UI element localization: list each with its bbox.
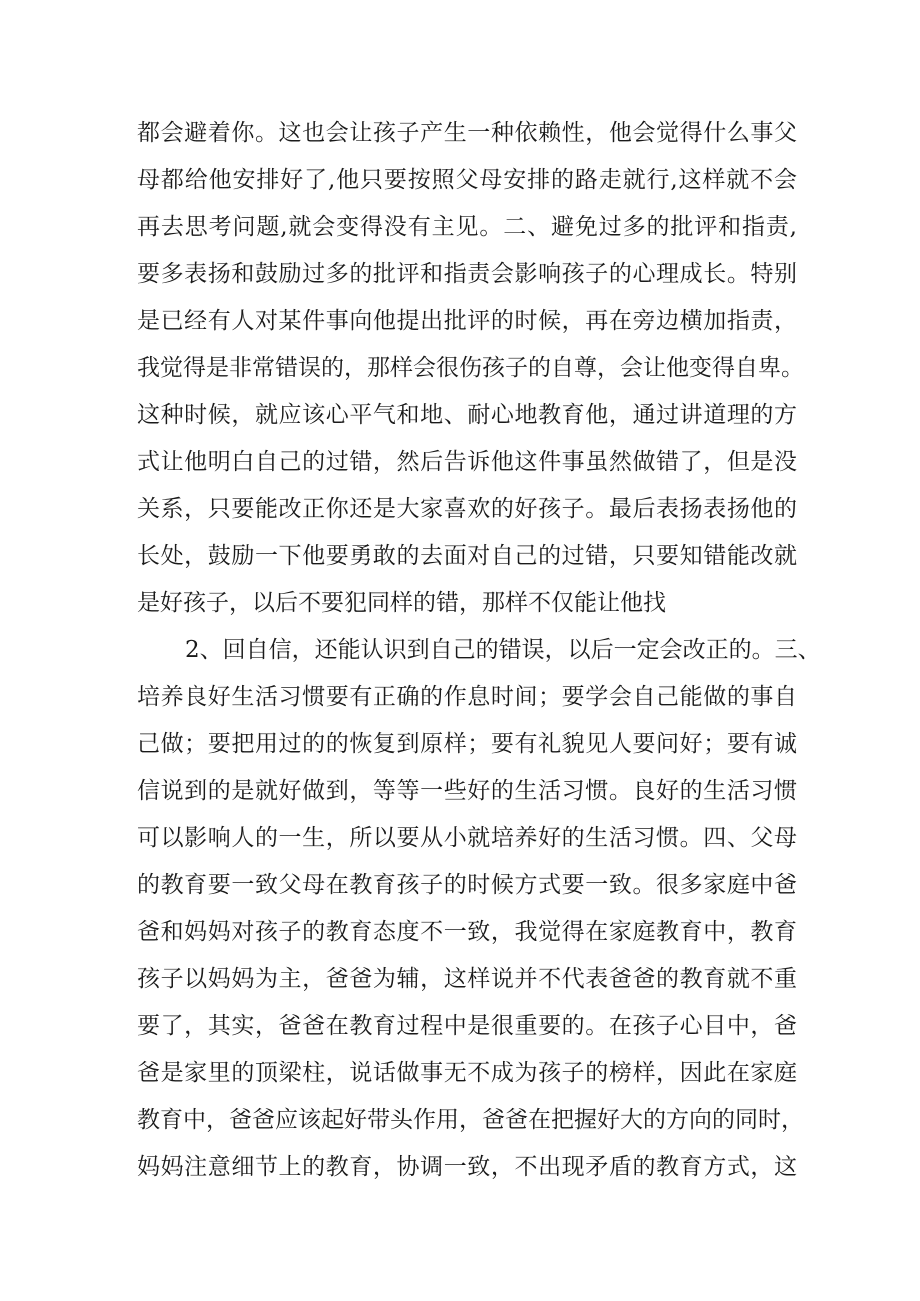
- text-line: 母都给他安排好了,他只要按照父母安排的路走就行,这样就不会: [137, 167, 797, 193]
- text-line: 爸和妈妈对孩子的教育态度不一致，我觉得在家庭教育中，教育: [137, 919, 797, 945]
- text-line: 2、回自信，还能认识到自己的错误，以后一定会改正的。三、: [185, 637, 821, 663]
- text-line: 爸是家里的顶梁柱，说话做事无不成为孩子的榜样，因此在家庭: [137, 1060, 797, 1086]
- text-line: 己做；要把用过的的恢复到原样；要有礼貌见人要问好；要有诚: [137, 731, 797, 757]
- text-line: 教育中，爸爸应该起好带头作用，爸爸在把握好大的方向的同时，: [137, 1107, 804, 1133]
- text-line: 要多表扬和鼓励过多的批评和指责会影响孩子的心理成长。特别: [137, 261, 797, 287]
- text-line: 培养良好生活习惯要有正确的作息时间；要学会自己能做的事自: [137, 684, 797, 710]
- text-line: 关系，只要能改正你还是大家喜欢的好孩子。最后表扬表扬他的: [137, 496, 797, 522]
- text-line: 是好孩子，以后不要犯同样的错，那样不仅能让他找: [137, 590, 666, 616]
- text-line: 是已经有人对某件事向他提出批评的时候，再在旁边横加指责，: [137, 308, 797, 334]
- text-line: 都会避着你。这也会让孩子产生一种依赖性，他会觉得什么事父: [137, 120, 797, 146]
- text-line: 再去思考问题,就会变得没有主见。二、避免过多的批评和指责,: [137, 214, 797, 240]
- text-line: 这种时候，就应该心平气和地、耐心地教育他，通过讲道理的方: [137, 402, 797, 428]
- text-line: 孩子以妈妈为主，爸爸为辅，这样说并不代表爸爸的教育就不重: [137, 966, 797, 992]
- text-line: 的教育要一致父母在教育孩子的时候方式要一致。很多家庭中爸: [137, 872, 797, 898]
- text-line: 可以影响人的一生，所以要从小就培养好的生活习惯。四、父母: [137, 825, 797, 851]
- text-line: 长处，鼓励一下他要勇敢的去面对自己的过错，只要知错能改就: [137, 543, 797, 569]
- text-line: 要了，其实，爸爸在教育过程中是很重要的。在孩子心目中，爸: [137, 1013, 797, 1039]
- text-line: 妈妈注意细节上的教育，协调一致，不出现矛盾的教育方式，这: [137, 1154, 797, 1180]
- text-line: 式让他明白自己的过错，然后告诉他这件事虽然做错了，但是没: [137, 449, 797, 475]
- text-line: 我觉得是非常错误的，那样会很伤孩子的自尊，会让他变得自卑。: [137, 355, 804, 381]
- text-line: 信说到的是就好做到，等等一些好的生活习惯。良好的生活习惯: [137, 778, 797, 804]
